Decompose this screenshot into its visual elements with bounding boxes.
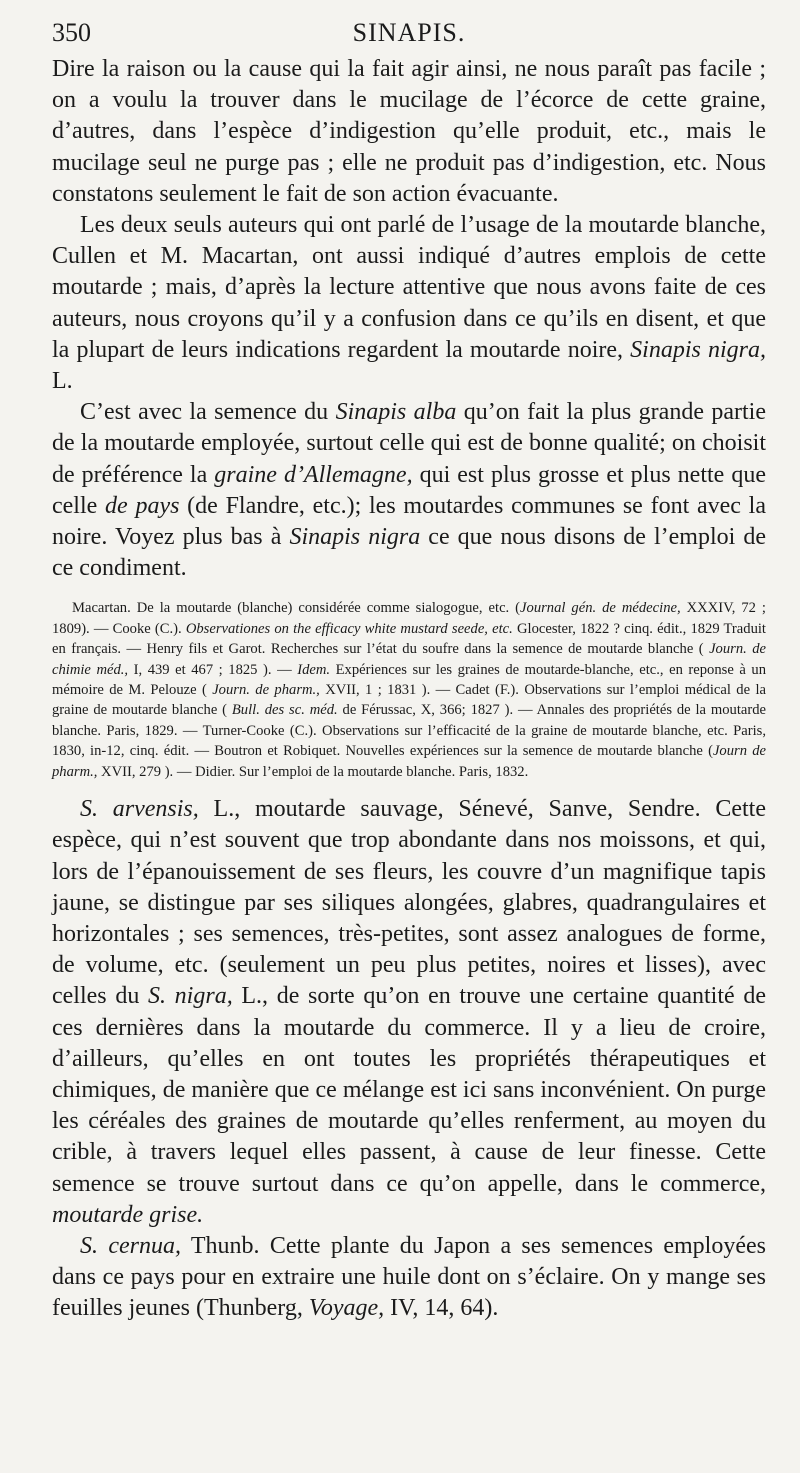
species-name: Sinapis nigra xyxy=(289,524,421,551)
italic-term: Voyage, xyxy=(308,1295,385,1322)
species-name: S. nigra, xyxy=(148,983,233,1010)
body-text-species xyxy=(52,794,766,1324)
species-name: Sinapis alba xyxy=(335,399,457,426)
paragraph-white-mustard-authors: Les deux seuls auteurs qui ont parlé de l’usage de la moutarde blanche, Cullen et M. Macartan, ont aussi indiqué d’autres emplois de cette moutarde ; mais, d’après la lecture attentive que nous avons faite de ces auteurs, nous croyons qu’il y a confusion dans ce qu’ils en disent, et que la plupart de leurs indications regardent la moutarde noire, Sinapis nigra, L. xyxy=(52,212,767,395)
species-name: S. cernua, xyxy=(80,1232,181,1259)
body-text xyxy=(52,54,766,584)
paragraph-s-arvensis: S. arvensis, L., moutarde sauvage, Sénevé, Sanve, Sendre. Cette espèce, qui n’est souvent que trop abondante dans nos moissons, et qui, lors de l’épanouissement de ses fleurs, les couvre d’un magnifique tapis jaune, se distingue par ses siliques alongées, glabres, quadrangulaires et horizontales ; ses semences, très-petites, sont assez analogues de forme, de volume, etc. (seulement un peu plus petites, noires et lisses), avec celles du S. nigra, L., de sorte qu’on en trouve une certaine quantité de ces dernières dans la moutarde du commerce. Il y a lieu de croire, d’ailleurs, qu’elles en ont toutes les propriétés thérapeutiques et chimiques, de manière que ce mélange est ici sans inconvénient. On purge les céréales des graines de moutarde qu’elles renferment, au moyen du crible, à travers lequel elles passent, à cause de leur finesse. Cette semence se trouve surtout dans ce qu’on appelle, dans le commerce, moutarde grise. xyxy=(52,796,766,1228)
paragraph-continuation: Dire la raison ou la cause qui la fait agir ainsi, ne nous paraît pas facile ; on a voulu la trouver dans le mucilage de l’écorce de cette graine, d’autres, dans l’espèce d’indigestion qu’elle produit, etc., mais le mucilage seul ne purge pas ; elle ne produit pas d’indigestion, etc. Nous constatons seulement le fait de son action évacuante. xyxy=(52,56,766,207)
species-name: Sinapis nigra, xyxy=(630,336,767,363)
paragraph-s-cernua: S. cernua, Thunb. Cette plante du Japon a ses semences employées dans ce pays pour en extraire une huile dont on s’éclaire. On y mange ses feuilles jeunes (Thunberg, Voyage, IV, 14, 64). xyxy=(52,1232,766,1322)
running-title: SINAPIS. xyxy=(352,18,466,47)
running-head xyxy=(52,18,766,54)
italic-term: moutarde grise. xyxy=(52,1201,204,1228)
paragraph-sinapis-alba: C’est avec la semence du Sinapis alba qu’on fait la plus grande partie de la moutarde employée, surtout celle qui est de bonne qualité; on choisit de préférence la graine d’Allemagne, qui est plus grosse et plus nette que celle de pays (de Flandre, etc.); les moutardes communes se font avec la noire. Voyez plus bas à Sinapis nigra ce que nous disons de l’emploi de ce condiment. xyxy=(52,399,767,582)
italic-term: graine d’Allemagne, xyxy=(214,461,413,488)
species-name: S. arvensis, xyxy=(80,796,199,823)
italic-term: de pays xyxy=(105,492,180,519)
bibliography-references: Macartan. De la moutarde (blanche) considérée comme sialogogue, etc. (Journal gén. de médecine, XXXIV, 72 ; 1809). — Cooke (C.). Observationes on the efficacy white mustard seede, etc. Glocester, 1822 ? cinq. édit., 1829 Traduit en français. — Henry fils et Garot. Recherches sur l’état du soufre dans la semence de moutarde blanche ( Journ. de chimie méd., I, 439 et 467 ; 1825 ). — Idem. Expériences sur les graines de moutarde-blanche, etc., en reponse à un mémoire de M. Pelouze ( Journ. de pharm., XVII, 1 ; 1831 ). — Cadet (F.). Observations sur l’emploi médical de la graine de moutarde blanche ( Bull. des sc. méd. de Férussac, X, 366; 1827 ). — Annales des propriétés de la moutarde blanche. Paris, 1829. — Turner-Cooke (C.). Observations sur l’efficacité de la graine de moutarde blanche, etc. Paris, 1830, in-12, cinq. édit. — Boutron et Robiquet. Nouvelles expériences sur la semence de moutarde blanche (Journ de pharm., XVII, 279 ). — Didier. Sur l’emploi de la moutarde blanche. Paris, 1832. xyxy=(52,600,766,780)
page-number: 350 xyxy=(52,18,91,47)
